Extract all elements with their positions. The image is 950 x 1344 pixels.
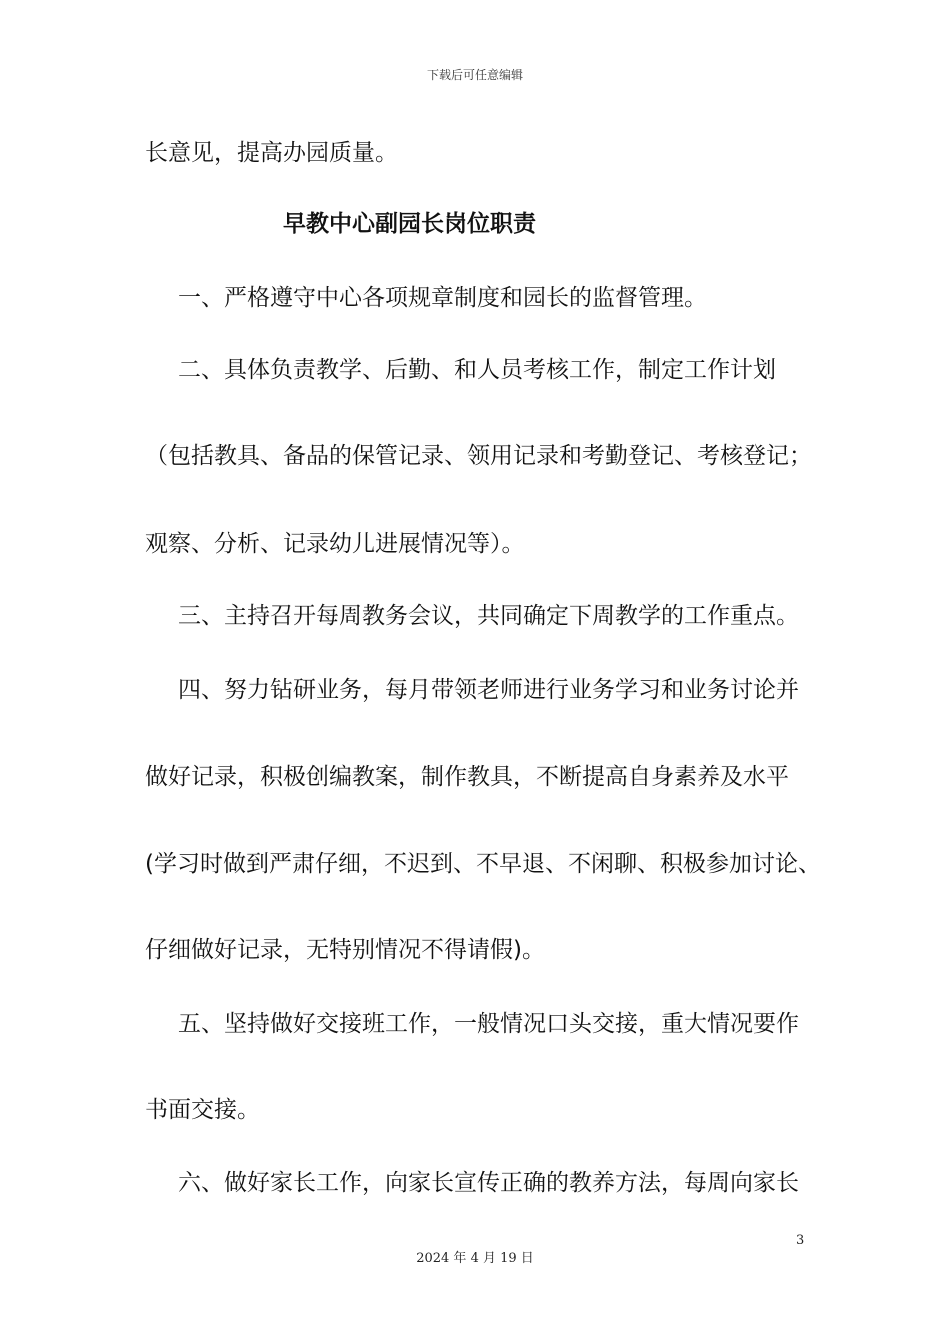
text-line: 长意见，提高办园质量。 xyxy=(145,140,398,166)
section-title: 早教中心副园长岗位职责 xyxy=(283,211,536,237)
text-line: 一、严格遵守中心各项规章制度和园长的监督管理。 xyxy=(178,285,707,311)
text-line: 做好记录，积极创编教案，制作教具，不断提高自身素养及水平 xyxy=(145,764,789,790)
text-line: 仔细做好记录，无特别情况不得请假)。 xyxy=(145,937,545,963)
page-header: 下载后可任意编辑 xyxy=(426,68,523,82)
text-line: 六、做好家长工作，向家长宣传正确的教养方法，每周向家长 xyxy=(178,1170,799,1196)
text-line: 观察、分析、记录幼儿进展情况等）。 xyxy=(145,531,525,557)
text-line: （包括教具、备品的保管记录、领用记录和考勤登记、考核登记； xyxy=(145,443,812,469)
text-line: 三、主持召开每周教务会议，共同确定下周教学的工作重点。 xyxy=(178,603,799,629)
text-line: 二、具体负责教学、后勤、和人员考核工作，制定工作计划 xyxy=(178,357,776,383)
footer-date: 2024 年 4 月 19 日 xyxy=(416,1251,534,1266)
page-number: 3 xyxy=(796,1233,805,1248)
text-line: 书面交接。 xyxy=(145,1097,260,1123)
text-line: 四、努力钻研业务，每月带领老师进行业务学习和业务讨论并 xyxy=(178,677,799,703)
text-line: 五、坚持做好交接班工作，一般情况口头交接，重大情况要作 xyxy=(178,1011,799,1037)
text-line: (学习时做到严肃仔细，不迟到、不早退、不闲聊、积极参加讨论、 xyxy=(145,851,821,877)
